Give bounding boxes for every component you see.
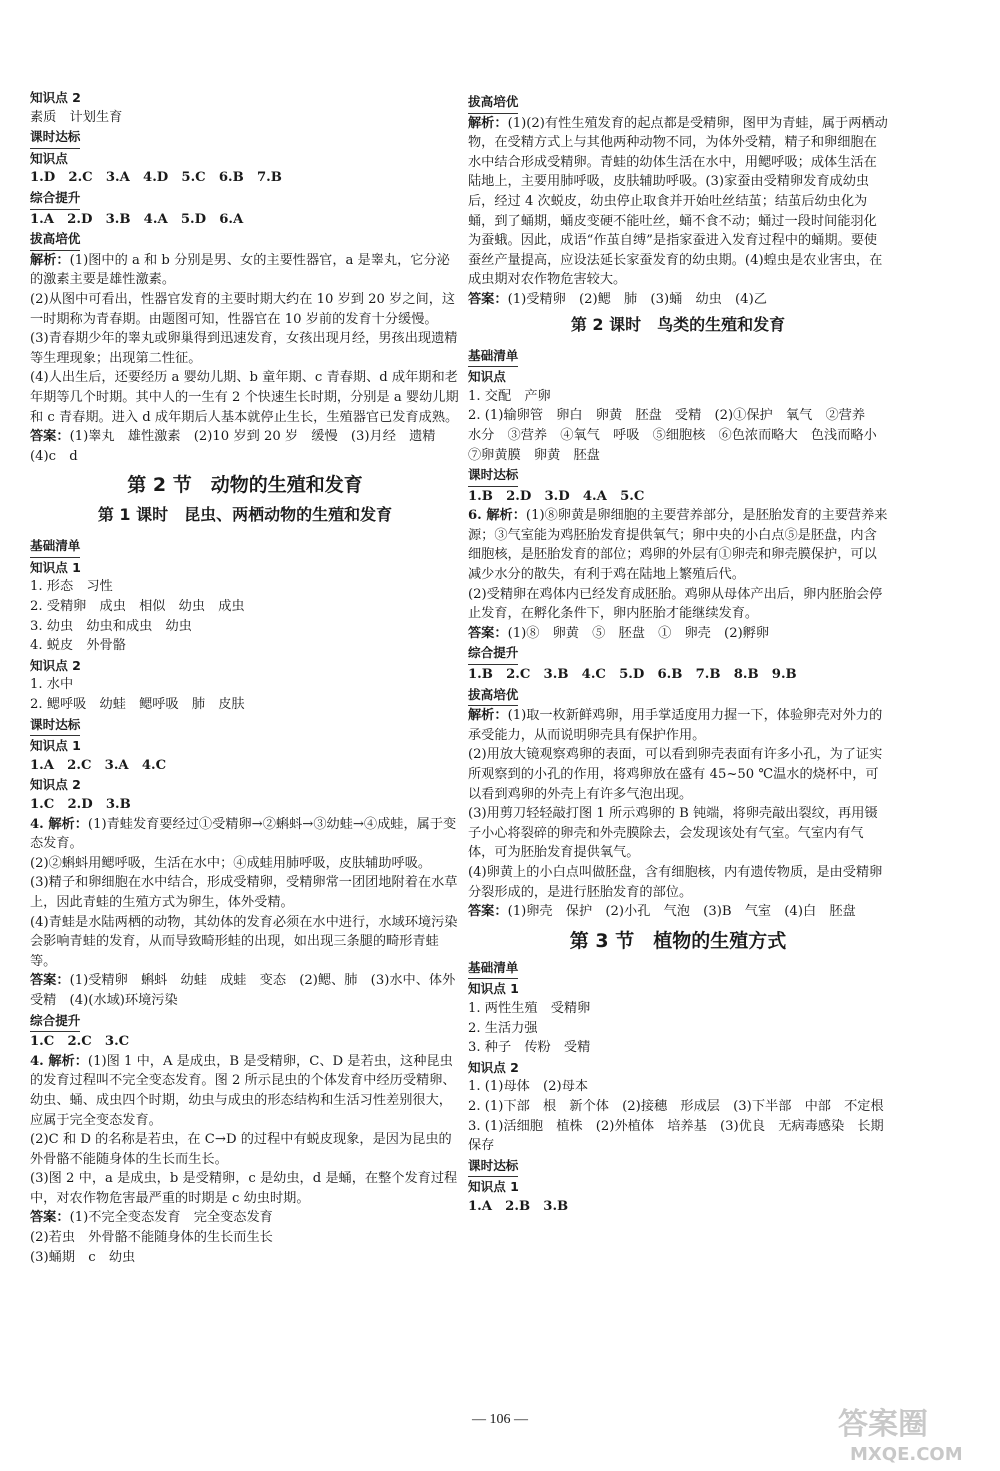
answer-label: 解析：: [468, 115, 508, 131]
knowledge-point-heading: 知识点 2: [30, 777, 81, 793]
answer-label: 答案：: [30, 429, 70, 445]
explanation-paragraph: (3)精子和卵细胞在水中结合，形成受精卵，受精卵常一团团地附着在水草上，因此青蛙的生殖方式为卵生，体外受精。: [30, 875, 458, 910]
answer-paragraph: [468, 902, 888, 922]
answer-label: 解析：: [30, 252, 70, 268]
knowledge-point-heading: 知识点: [30, 150, 68, 166]
answer-line: 1. 形态 习性: [30, 579, 113, 595]
answer-text: (1)图中的 a 和 b 分别是男、女的主要性器官，a 是睾丸，它分泌的激素主要是雄性激素。: [30, 252, 450, 288]
answer-label: 4. 解析：: [30, 1053, 88, 1069]
subsection-heading: 拔高培优: [30, 229, 80, 251]
subsection-heading: 课时达标: [30, 715, 80, 737]
explanation-paragraph: (3)青春期少年的睾丸或卵巢得到迅速发育，女孩出现月经，男孩出现遗精等生理现象；出现第二性征。: [30, 331, 458, 366]
lesson-title: 第 2 课时 鸟类的生殖和发育: [570, 314, 786, 334]
subsection-heading: 课时达标: [468, 465, 518, 487]
section-title: 第 3 节 植物的生殖方式: [569, 929, 787, 952]
answer-text: (1)睾丸 雄性激素 (2)10 岁到 20 岁 缓慢 (3)月经 遗精 (4)c d: [30, 429, 449, 464]
answer-line: (3)蛹期 c 幼虫: [30, 1249, 136, 1265]
answer-text: (1)⑧ 卵黄 ⑤ 胚盘 ① 卵壳 (2)孵卵: [507, 625, 770, 641]
knowledge-point-heading: 知识点 1: [468, 981, 519, 997]
answer-choices-line: 1.A 2.D 3.B 4.A 5.D 6.A: [30, 211, 244, 227]
subsection-wrapper: [30, 188, 460, 210]
knowledge-point-heading: 知识点 2: [468, 1059, 519, 1075]
subsection-heading: 课时达标: [468, 1156, 518, 1178]
answer-label: 答案：: [468, 625, 508, 641]
page-number: — 106 —: [472, 1412, 528, 1427]
answer-text: (1)(2)有性生殖发育的起点都是受精卵，图甲为青蛙，属于两栖动物，在受精方式上与其他两种动物不同，为体外受精，精子和卵细胞在水中结合形成受精卵。青蛙的幼体生活在水中，用鳃呼吸；成体生活在陆地上，主要用肺呼吸，皮肤辅助呼吸。(3)家蚕由受精卵发育成幼虫后，经过 4 次蜕皮，幼虫停止取食并开始吐丝结茧；结茧后幼虫化为蛹，到了蛹期，蛹皮变硬不能吐丝，蛹不食不动；蛹过一段时间能羽化为蚕蛾。因此，成语“作茧自缚”是指家蚕进入发育过程中的蛹期。要使蚕丝产量提高，应设法延长家蚕发育的幼虫期。(4)蝗虫是农业害虫，在成虫期对农作物危害较大。: [468, 115, 888, 288]
answer-choices-line: 1.D 2.C 3.A 4.D 5.C 6.B 7.B: [30, 170, 282, 186]
explanation-paragraph: (2)②蝌蚪用鳃呼吸，生活在水中；④成蛙用肺呼吸，皮肤辅助呼吸。: [30, 855, 432, 871]
knowledge-point-heading: 知识点 1: [30, 738, 81, 754]
answer-label: 答案：: [468, 291, 508, 307]
watermark-site: MXQE.COM: [850, 1444, 963, 1465]
subsection-heading: 课时达标: [30, 127, 80, 149]
answer-label: 解析：: [468, 708, 508, 724]
subsection-heading: 综合提升: [30, 1011, 80, 1033]
answer-choices-line: 1.C 2.D 3.B: [30, 797, 131, 812]
knowledge-point-heading: 知识点 2: [30, 657, 81, 673]
answer-line: 3. 幼虫 幼虫和成虫 幼虫: [30, 618, 192, 634]
answer-line: 3. 种子 传粉 受精: [468, 1040, 591, 1056]
subsection-wrapper: [468, 465, 888, 487]
answer-choices-line: 1.A 2.B 3.B: [468, 1198, 569, 1214]
knowledge-point-heading: 知识点 1: [468, 1179, 519, 1195]
answer-paragraph: [30, 815, 460, 854]
section-title: 第 2 节 动物的生殖和发育: [127, 474, 363, 497]
answer-label: 4. 解析：: [30, 816, 88, 832]
explanation-paragraph: (2)用放大镜观察鸡卵的表面，可以看到卵壳表面有许多小孔，为了证实所观察到的小孔的作用，将鸡卵放在盛有 45~50 ℃温水的烧杯中，可以看到鸡卵的外壳上有许多气泡出现。: [468, 747, 883, 802]
subsection-heading: 基础清单: [30, 536, 80, 558]
watermark-logo: [832, 1400, 992, 1466]
answer-label: 答案：: [468, 904, 508, 920]
subsection-heading: 拔高培优: [468, 685, 518, 707]
answer-label: 6. 解析：: [468, 508, 526, 524]
answer-text: (1)图 1 中，A 是成虫，B 是受精卵，C、D 是若虫，这种昆虫的发育过程叫不完全变态发育。图 2 所示昆虫的个体发育中经历受精卵、幼虫、蛹、成虫四个时期，幼虫与成虫的形态结构和生活习性差别很大，应属于完全变态发育。: [30, 1053, 456, 1128]
subsection-wrapper: [468, 92, 888, 114]
explanation-paragraph: 2. (1)下部 根 新个体 (2)接穗 形成层 (3)下半部 中部 不定根: [468, 1098, 884, 1114]
subsection-heading: 基础清单: [468, 346, 518, 368]
answer-line: 1. 水中: [30, 677, 74, 693]
left-column: [30, 88, 460, 1267]
knowledge-point-heading: 知识点 1: [30, 559, 81, 575]
answer-line: (2)若虫 外骨骼不能随身体的生长而生长: [30, 1230, 273, 1246]
answer-paragraph: [30, 251, 460, 290]
answer-line: 1. 两性生殖 受精卵: [468, 1000, 591, 1016]
answer-text: (1)青蛙发育要经过①受精卵→②蝌蚪→③幼蛙→④成蛙，属于变态发育。: [30, 816, 457, 852]
answer-text: (1)受精卵 (2)鳃 肺 (3)蛹 幼虫 (4)乙: [507, 291, 767, 307]
answer-text: (1)取一枚新鲜鸡卵，用手掌适度用力握一下，体验卵壳对外力的承受能力，从而说明卵壳具有保护作用。: [468, 708, 883, 743]
subsection-wrapper: [468, 958, 888, 980]
subsection-wrapper: [30, 1011, 460, 1033]
subsection-heading: 拔高培优: [468, 92, 518, 114]
knowledge-point-heading: 知识点: [468, 369, 506, 385]
answer-paragraph: [30, 971, 460, 1010]
answer-line: 2. 生活力强: [468, 1020, 538, 1036]
answer-text: (1)受精卵 蝌蚪 幼蛙 成蛙 变态 (2)鳃、肺 (3)水中、体外受精 (4)(水域)环境污染: [30, 973, 456, 1008]
subsection-wrapper: [30, 536, 460, 558]
subsection-heading: 基础清单: [468, 958, 518, 980]
answer-paragraph: [468, 706, 888, 745]
lesson-title: 第 1 课时 昆虫、两栖动物的生殖和发育: [97, 505, 393, 525]
answer-paragraph: [468, 290, 888, 310]
explanation-paragraph: 3. (1)活细胞 植株 (2)外植体 培养基 (3)优良 无病毒感染 长期保存: [468, 1118, 884, 1154]
answer-line: 1. 交配 产卵: [468, 388, 551, 404]
subsection-heading: 综合提升: [30, 188, 80, 210]
answer-line: 1. (1)母体 (2)母本: [468, 1079, 589, 1095]
explanation-paragraph: (2)从图中可看出，性器官发育的主要时期大约在 10 岁到 20 岁之间，这一时期称为青春期。由题图可知，性器官在 10 岁前的发育十分缓慢。: [30, 291, 456, 327]
answer-paragraph: [468, 506, 888, 584]
knowledge-point-heading: 知识点 2: [30, 90, 81, 105]
explanation-paragraph: (3)图 2 中，a 是成虫，b 是受精卵，c 是幼虫，d 是蛹，在整个发育过程中，对农作物危害最严重的时期是 c 幼虫时期。: [30, 1171, 458, 1206]
answer-choices-line: 1.B 2.D 3.D 4.A 5.C: [468, 488, 645, 504]
explanation-paragraph: (4)人出生后，还要经历 a 婴幼儿期、b 童年期、c 青春期、d 成年期和老年期等几个时期。其中人的一生有 2 个快速生长时期，分别是 a 婴幼儿期和 c 青春期。进入 d 成年期后人基本就停止生长，生殖器官已发育成熟。: [30, 370, 459, 425]
answer-line: 素质 计划生育: [30, 109, 123, 125]
subsection-wrapper: [468, 346, 888, 368]
subsection-heading: 综合提升: [468, 643, 518, 665]
subsection-wrapper: [468, 643, 888, 665]
subsection-wrapper: [30, 715, 460, 737]
explanation-paragraph: (4)卵黄上的小白点叫做胚盘，含有细胞核，内有遗传物质，是由受精卵分裂形成的，是进行胚胎发育的部位。: [468, 864, 883, 900]
answer-paragraph: [30, 1208, 460, 1228]
explanation-paragraph: (4)青蛙是水陆两栖的动物，其幼体的发育必须在水中进行，水域环境污染会影响青蛙的发育，从而导致畸形蛙的出现，如出现三条腿的畸形青蛙等。: [30, 914, 458, 969]
right-column: [468, 92, 888, 1216]
answer-paragraph: [30, 1052, 460, 1130]
answer-choices-line: 1.A 2.C 3.A 4.C: [30, 757, 167, 773]
explanation-paragraph: (3)用剪刀轻轻敲打图 1 所示鸡卵的 B 钝端，将卵壳敲出裂纹，再用镊子小心将裂碎的卵壳和外壳膜除去，会发现该处有气室。气室内有气体，可为胚胎发育提供氧气。: [468, 806, 878, 861]
explanation-paragraph: (2)C 和 D 的名称是若虫，在 C→D 的过程中有蜕皮现象，是因为昆虫的外骨骼不能随身体的生长而生长。: [30, 1132, 452, 1167]
answer-paragraph: [30, 427, 460, 466]
subsection-wrapper: [30, 127, 460, 149]
answer-choices-line: 1.C 2.C 3.C: [30, 1034, 130, 1050]
answer-text: (1)⑧卵黄是卵细胞的主要营养部分，是胚胎发育的主要营养来源；③气室能为鸡胚胎发育提供氧气；卵中央的小白点⑤是胚盘，内含细胞核，是胚胎发育的部位；鸡卵的外层有①卵壳和卵壳膜保护，可以减少水分的散失，有利于鸡在陆地上繁殖后代。: [468, 508, 888, 583]
explanation-paragraph: (2)受精卵在鸡体内已经发育成胚胎。鸡卵从母体产出后，卵内胚胎会停止发育，在孵化条件下，卵内胚胎才能继续发育。: [468, 586, 883, 622]
answer-line: 2. 鳃呼吸 幼蛙 鳃呼吸 肺 皮肤: [30, 697, 245, 713]
subsection-wrapper: [468, 1156, 888, 1178]
answer-paragraph: [468, 114, 888, 290]
answer-label: 答案：: [30, 973, 70, 989]
answer-text: (1)不完全变态发育 完全变态发育: [69, 1210, 273, 1226]
explanation-paragraph: 2. (1)输卵管 卵白 卵黄 胚盘 受精 (2)①保护 氧气 ②营养 水分 ③营养 ④氧气 呼吸 ⑤细胞核 ⑥色浓而略大 色浅而略小 ⑦卵黄膜 卵黄 胚盘: [468, 408, 890, 463]
subsection-wrapper: [30, 229, 460, 251]
answer-choices-line: 1.B 2.C 3.B 4.C 5.D 6.B 7.B 8.B 9.B: [468, 667, 797, 683]
subsection-wrapper: [468, 685, 888, 707]
answer-text: (1)卵壳 保护 (2)小孔 气泡 (3)B 气室 (4)白 胚盘: [507, 904, 856, 920]
watermark-chars: 答案圈: [838, 1407, 928, 1442]
answer-line: 4. 蜕皮 外骨骼: [30, 638, 126, 654]
answer-line: 2. 受精卵 成虫 相似 幼虫 成虫: [30, 599, 245, 615]
answer-paragraph: [468, 624, 888, 644]
answer-label: 答案：: [30, 1210, 70, 1226]
